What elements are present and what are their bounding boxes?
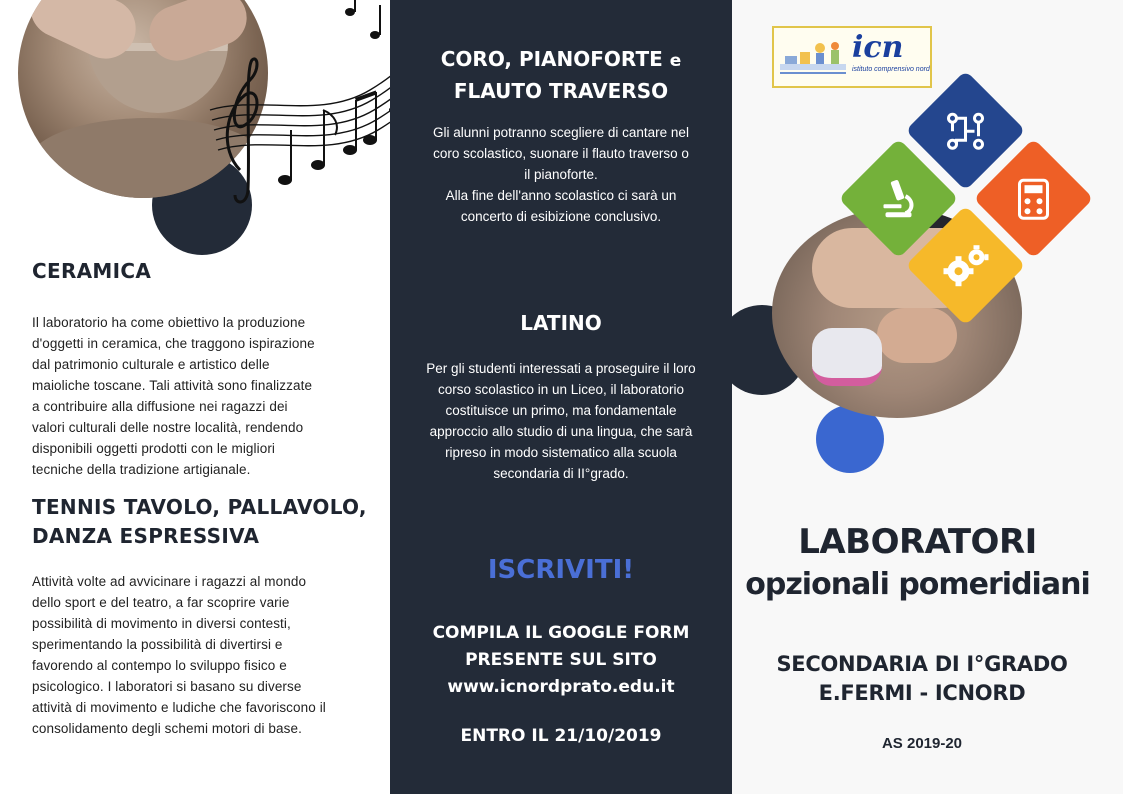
text-line: favorendo al contempo lo sviluppo fisico e [32, 658, 287, 673]
heading-text: CORO, PIANOFORTE [440, 47, 663, 71]
music-notes-illustration [200, 0, 390, 230]
signup-instructions [390, 620, 732, 701]
text-line: secondaria di II°grado. [493, 466, 629, 481]
text-line: dello sport e del teatro, a far scoprire varie [32, 595, 290, 610]
logo-illustration [780, 34, 846, 82]
calculator-icon [1011, 176, 1057, 222]
text-line: corso scolastico in un Liceo, il laboratorio [437, 382, 685, 397]
text-line: coro scolastico, suonare il flauto traverso o [433, 146, 689, 161]
text-line: approccio allo studio di una lingua, che sarà [429, 424, 693, 439]
text-line: d'oggetti in ceramica, che traggono ispirazione [32, 336, 315, 351]
text-line: Attività volte ad avvicinare i ragazzi al mondo [32, 574, 307, 589]
text-line: concerto di esibizione conclusivo. [460, 209, 662, 224]
text-line: disponibili oggetti prodotti con le migliori [32, 441, 276, 456]
circuit-icon [943, 108, 989, 154]
school-line: E.FERMI - ICNORD [818, 681, 1026, 705]
heading-line: FLAUTO TRAVERSO [453, 79, 669, 103]
text-line: costituisce un primo, ma fondamentale [445, 403, 677, 418]
school-line: SECONDARIA DI I°GRADO [776, 652, 1068, 676]
left-panel [0, 0, 390, 794]
text-line: consolidamento degli schemi motori di base. [32, 721, 302, 736]
text-line: ripreso in modo sistematico alla scuola [445, 445, 677, 460]
text-line: valori culturali delle nostre località, rendendo [32, 420, 304, 435]
gears-icon [941, 243, 991, 289]
deadline-text: ENTRO IL 21/10/2019 [460, 726, 662, 746]
main-title: LABORATORI [798, 522, 1037, 562]
heading-line: DANZA ESPRESSIVA [32, 524, 260, 548]
text-line: il pianoforte. [524, 167, 598, 182]
text-line: Alla fine dell'anno scolastico ci sarà un [445, 188, 677, 203]
text-line: sperimentando la possibilità di divertirsi e [32, 637, 283, 652]
main-subtitle: opzionali pomeridiani [745, 567, 1090, 602]
text-line: psicologico. I laboratori si basano su diverse [32, 679, 302, 694]
heading-line: TENNIS TAVOLO, PALLAVOLO, [32, 495, 367, 519]
text-line: maioliche toscane. Tali attività sono finalizzate [32, 378, 313, 393]
right-panel [732, 0, 1123, 794]
logo-subtitle: istituto comprensivo nord [852, 66, 930, 73]
ceramica-heading: CERAMICA [32, 259, 152, 283]
middle-panel [390, 0, 732, 794]
school-year: AS 2019-20 [881, 735, 963, 752]
text-line: attività di movimento e ludiche che favoriscono il [32, 700, 326, 715]
heading-line [390, 44, 732, 76]
instruction-line: COMPILA IL GOOGLE FORM [432, 623, 690, 643]
hands-tying-shoe [877, 308, 957, 363]
logo-name: icn [852, 30, 904, 65]
instruction-line: PRESENTE SUL SITO [465, 650, 657, 670]
text-line: Per gli studenti interessati a proseguire il loro [426, 361, 696, 376]
text-line: Gli alunni potranno scegliere di cantare nel [433, 125, 689, 140]
iscriviti-heading: ISCRIVITI! [487, 555, 635, 585]
text-line: a contribuire alla diffusione nei ragazzi dei [32, 399, 288, 414]
coro-description [400, 122, 722, 227]
text-line: dal patrimonio culturale e artistico delle [32, 357, 270, 372]
heading-conjunction: e [669, 51, 682, 71]
ceramica-description [32, 312, 362, 480]
latino-description [400, 358, 722, 484]
text-line: possibilità di movimento in diversi contesti, [32, 616, 291, 631]
sport-heading [32, 493, 367, 551]
coro-heading [390, 44, 732, 106]
school-logo [772, 26, 932, 88]
text-line: tecniche della tradizione artigianale. [32, 462, 251, 477]
text-line: Il laboratorio ha come obiettivo la produzione [32, 315, 306, 330]
sneaker [812, 328, 882, 386]
school-name [732, 650, 1112, 708]
latino-heading: LATINO [520, 311, 602, 335]
website-link[interactable]: www.icnordprato.edu.it [447, 677, 675, 697]
microscope-icon [876, 176, 922, 222]
sport-description [32, 571, 362, 739]
